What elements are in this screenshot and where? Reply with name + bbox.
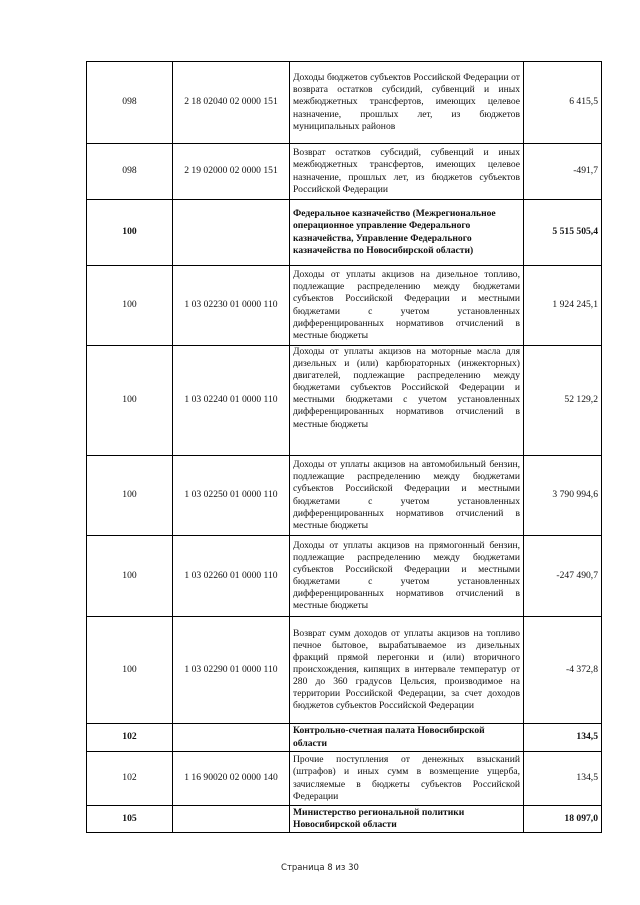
admin-code-cell: 100 bbox=[87, 200, 173, 266]
administrator-name-cell: Федеральное казначейство (Межрегиональное операционное управление Федерального казначейства, Управление Федерального казначейства по Новосибирской области) bbox=[290, 200, 524, 266]
amount-cell: 3 790 994,6 bbox=[524, 456, 602, 536]
revenue-code-cell: 1 03 02290 01 0000 110 bbox=[173, 617, 290, 724]
revenue-name-cell: Возврат остатков субсидий, субвенций и иных межбюджетных трансфертов, имеющих целевое назначение, прошлых лет, из бюджетов субъектов Российской Федерации bbox=[290, 144, 524, 200]
amount-cell: -491,7 bbox=[524, 144, 602, 200]
revenue-code-cell: 1 03 02240 01 0000 110 bbox=[173, 346, 290, 456]
revenue-name-cell: Доходы от уплаты акцизов на моторные масла для дизельных и (или) карбюраторных (инжекторных) двигателей, подлежащие распределению между бюджетами субъектов Российской Федерации и местными бюджетами с учетом установленных дифференцированных нормативов отчислений в местные бюджеты bbox=[290, 346, 524, 456]
amount-cell: 5 515 505,4 bbox=[524, 200, 602, 266]
revenue-code-cell bbox=[173, 200, 290, 266]
admin-code-cell: 098 bbox=[87, 62, 173, 144]
admin-code-cell: 100 bbox=[87, 346, 173, 456]
revenue-code-cell: 1 03 02260 01 0000 110 bbox=[173, 536, 290, 617]
revenue-name-cell: Доходы от уплаты акцизов на прямогонный бензин, подлежащие распределению между бюджетами субъектов Российской Федерации и местными бюджетами с учетом установленных дифференцированных нормативов отчислений в местные бюджеты bbox=[290, 536, 524, 617]
revenue-code-cell bbox=[173, 724, 290, 752]
table-row-group-header bbox=[87, 724, 602, 752]
revenue-code-cell: 2 18 02040 02 0000 151 bbox=[173, 62, 290, 144]
admin-code-cell: 098 bbox=[87, 144, 173, 200]
amount-cell: -247 490,7 bbox=[524, 536, 602, 617]
table-row bbox=[87, 144, 602, 200]
table-row bbox=[87, 62, 602, 144]
revenue-name-cell: Доходы от уплаты акцизов на автомобильный бензин, подлежащие распределению между бюджетами субъектов Российской Федерации и местными бюджетами с учетом установленных дифференцированных нормативов отчислений в местные бюджеты bbox=[290, 456, 524, 536]
budget-revenue-table bbox=[86, 61, 602, 833]
administrator-name-cell: Министерство региональной политики Новосибирской области bbox=[290, 806, 524, 833]
amount-cell: 18 097,0 bbox=[524, 806, 602, 833]
table-row bbox=[87, 617, 602, 724]
amount-cell: -4 372,8 bbox=[524, 617, 602, 724]
admin-code-cell: 100 bbox=[87, 266, 173, 346]
page-number: Страница 8 из 30 bbox=[281, 863, 359, 873]
table-row bbox=[87, 536, 602, 617]
admin-code-cell: 100 bbox=[87, 617, 173, 724]
amount-cell: 52 129,2 bbox=[524, 346, 602, 456]
admin-code-cell: 100 bbox=[87, 536, 173, 617]
admin-code-cell: 102 bbox=[87, 752, 173, 806]
revenue-code-cell: 1 03 02230 01 0000 110 bbox=[173, 266, 290, 346]
revenue-code-cell: 2 19 02000 02 0000 151 bbox=[173, 144, 290, 200]
amount-cell: 6 415,5 bbox=[524, 62, 602, 144]
table-row bbox=[87, 456, 602, 536]
revenue-code-cell: 1 03 02250 01 0000 110 bbox=[173, 456, 290, 536]
amount-cell: 134,5 bbox=[524, 724, 602, 752]
amount-cell: 134,5 bbox=[524, 752, 602, 806]
admin-code-cell: 102 bbox=[87, 724, 173, 752]
revenue-name-cell: Доходы от уплаты акцизов на дизельное топливо, подлежащие распределению между бюджетами субъектов Российской Федерации и местными бюджетами с учетом установленных дифференцированных нормативов отчислений в местные бюджеты bbox=[290, 266, 524, 346]
revenue-name-cell: Доходы бюджетов субъектов Российской Федерации от возврата остатков субсидий, субвенций и иных межбюджетных трансфертов, имеющих целевое назначение, прошлых лет, из бюджетов муниципальных районов bbox=[290, 62, 524, 144]
table-row bbox=[87, 752, 602, 806]
revenue-code-cell bbox=[173, 806, 290, 833]
revenue-name-cell: Возврат сумм доходов от уплаты акцизов на топливо печное бытовое, вырабатываемое из дизельных фракций прямой перегонки и (или) вторичного происхождения, кипящих в интервале температур от 280 до 360 градусов Цельсия, производимое на территории Российской Федерации, за счет доходов бюджетов субъектов Российской Федерации bbox=[290, 617, 524, 724]
revenue-code-cell: 1 16 90020 02 0000 140 bbox=[173, 752, 290, 806]
table-row-group-header bbox=[87, 200, 602, 266]
admin-code-cell: 100 bbox=[87, 456, 173, 536]
table-row bbox=[87, 346, 602, 456]
amount-cell: 1 924 245,1 bbox=[524, 266, 602, 346]
table-row bbox=[87, 266, 602, 346]
revenue-name-cell: Прочие поступления от денежных взысканий (штрафов) и иных сумм в возмещение ущерба, зачисляемые в бюджеты субъектов Российской Федерации bbox=[290, 752, 524, 806]
admin-code-cell: 105 bbox=[87, 806, 173, 833]
table-row-group-header bbox=[87, 806, 602, 833]
administrator-name-cell: Контрольно-счетная палата Новосибирской области bbox=[290, 724, 524, 752]
